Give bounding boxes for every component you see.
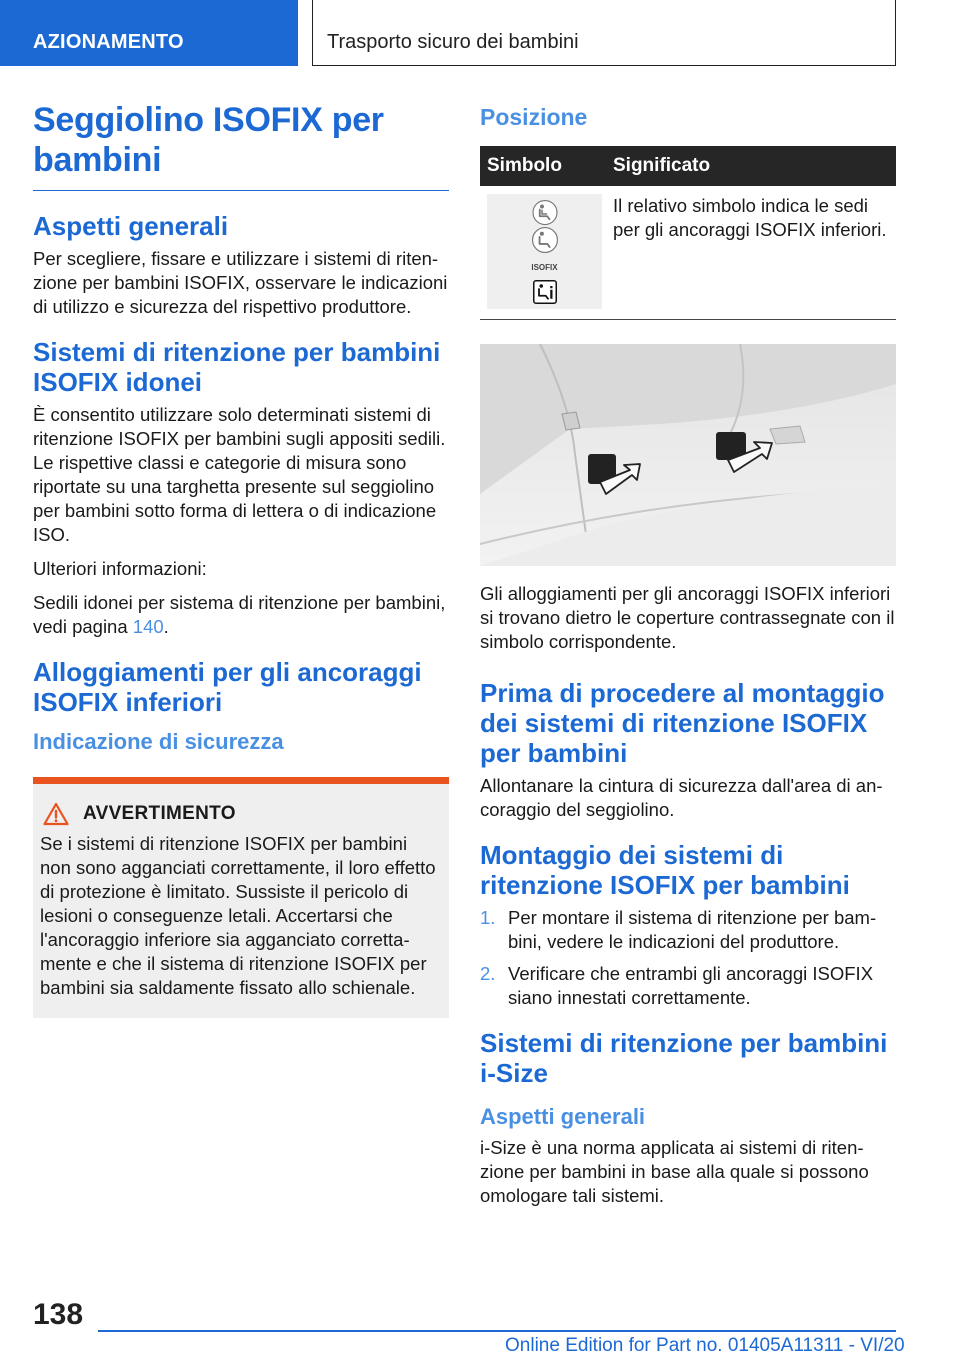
isofix-info-icon xyxy=(529,280,561,304)
table-header-row xyxy=(480,146,896,186)
page-reference: Sedili idonei per sistema di ritenzione per bambini, vedi pagina 140. xyxy=(33,592,446,637)
table-row xyxy=(480,186,896,320)
list-item: 2. Verificare che entrambi gli ancoraggi ISOFIX siano innestati correttamente. xyxy=(480,963,874,1008)
warning-bar xyxy=(33,777,449,784)
warning-triangle-icon xyxy=(43,802,69,826)
suitable-systems-heading: Sistemi di ritenzione per bambini ISOFIX idonei xyxy=(33,337,441,397)
before-mounting-text: Allontanare la cintura di sicurezza dall'area di ancoraggio del seggiolino. xyxy=(480,775,883,820)
section-tab: AZIONAMENTO xyxy=(0,0,298,66)
isofix-seat-icon xyxy=(527,199,563,226)
photo-caption: Gli alloggiamenti per gli ancoraggi ISOFIX inferiori si trovano dietro le coperture contrassegnate con il simbolo corrispondente. xyxy=(480,583,895,652)
footer-divider xyxy=(98,1330,896,1332)
right-column xyxy=(480,100,896,1218)
before-mounting-heading: Prima di procedere al montaggio dei sistemi di ritenzione ISOFIX per bambini xyxy=(480,678,885,768)
symbol-cell xyxy=(480,186,606,320)
meaning-column-header: Significato xyxy=(606,146,896,186)
left-column xyxy=(33,100,449,1018)
symbol-table xyxy=(480,146,896,320)
warning-header xyxy=(40,802,443,826)
mounting-steps xyxy=(480,906,896,1010)
isofix-badge-icon xyxy=(531,226,559,254)
chapter-title: Trasporto sicuro dei bambini xyxy=(312,0,896,66)
general-text: Per scegliere, fissare e utilizzare i sistemi di ritenzione per bambini ISOFIX, osservare le indicazioni di utilizzo e sicurezza del rispettivo produttore. xyxy=(33,248,448,317)
symbol-column-header: Simbolo xyxy=(480,146,606,186)
list-item: 1. Per montare il sistema di ritenzione per bambini, vedere le indicazioni del produttore. xyxy=(480,907,877,952)
isofix-label: ISOFIX xyxy=(531,263,558,272)
page-link[interactable]: 140 xyxy=(132,616,164,637)
anchor-heading: Alloggiamenti per gli ancoraggi ISOFIX inferiori xyxy=(33,657,422,717)
suitable-systems-text: È consentito utilizzare solo determinati sistemi di ritenzione ISOFIX per bambini sugli appositi sedili. Le rispettive classi e categorie di misura sono riportate su una targhetta presente sul seggiolino per bambini sotto forma di lettera o di indicazione ISO. xyxy=(33,404,446,545)
isize-heading: Sistemi di ritenzione per bambini i-Size xyxy=(480,1028,888,1088)
warning-text: Se i sistemi di ritenzione ISOFIX per bambini non sono agganciati correttamente, il loro effetto di protezione è limitato. Sussiste il pericolo di lesioni o conseguenze letali. Accertarsi che l'ancoraggio inferiore sia agganciato correttamente e che il sistema di ritenzione ISOFIX per bambini sia saldamente fissato allo schienale. xyxy=(40,833,436,998)
meaning-cell: Il relativo simbolo indica le sedi per gli ancoraggi ISOFIX inferiori. xyxy=(606,186,896,320)
page-title: Seggiolino ISOFIX per bambini xyxy=(33,100,449,191)
more-info-label: Ulteriori informazioni: xyxy=(33,558,207,579)
isofix-label-icon-group xyxy=(531,226,559,280)
isize-general-heading: Aspetti generali xyxy=(480,1104,646,1129)
warning-title: AVVERTIMENTO xyxy=(83,803,236,824)
safety-heading: Indicazione di sicurezza xyxy=(33,729,284,754)
general-heading: Aspetti generali xyxy=(33,211,229,241)
mounting-heading: Montaggio dei sistemi di ritenzione ISOFIX per bambini xyxy=(480,840,850,900)
position-heading: Posizione xyxy=(480,104,588,130)
page-header xyxy=(0,0,960,66)
isofix-symbols xyxy=(487,194,602,309)
page-number: 138 xyxy=(33,1298,84,1331)
edition-info: Online Edition for Part no. 01405A11311 - VI/20 xyxy=(505,1335,905,1356)
warning-box xyxy=(33,784,449,1018)
isofix-anchor-photo xyxy=(480,344,896,566)
isize-text: i-Size è una norma applicata ai sistemi di ritenzione per bambini in base alla quale si possono omologare tali sistemi. xyxy=(480,1137,869,1206)
